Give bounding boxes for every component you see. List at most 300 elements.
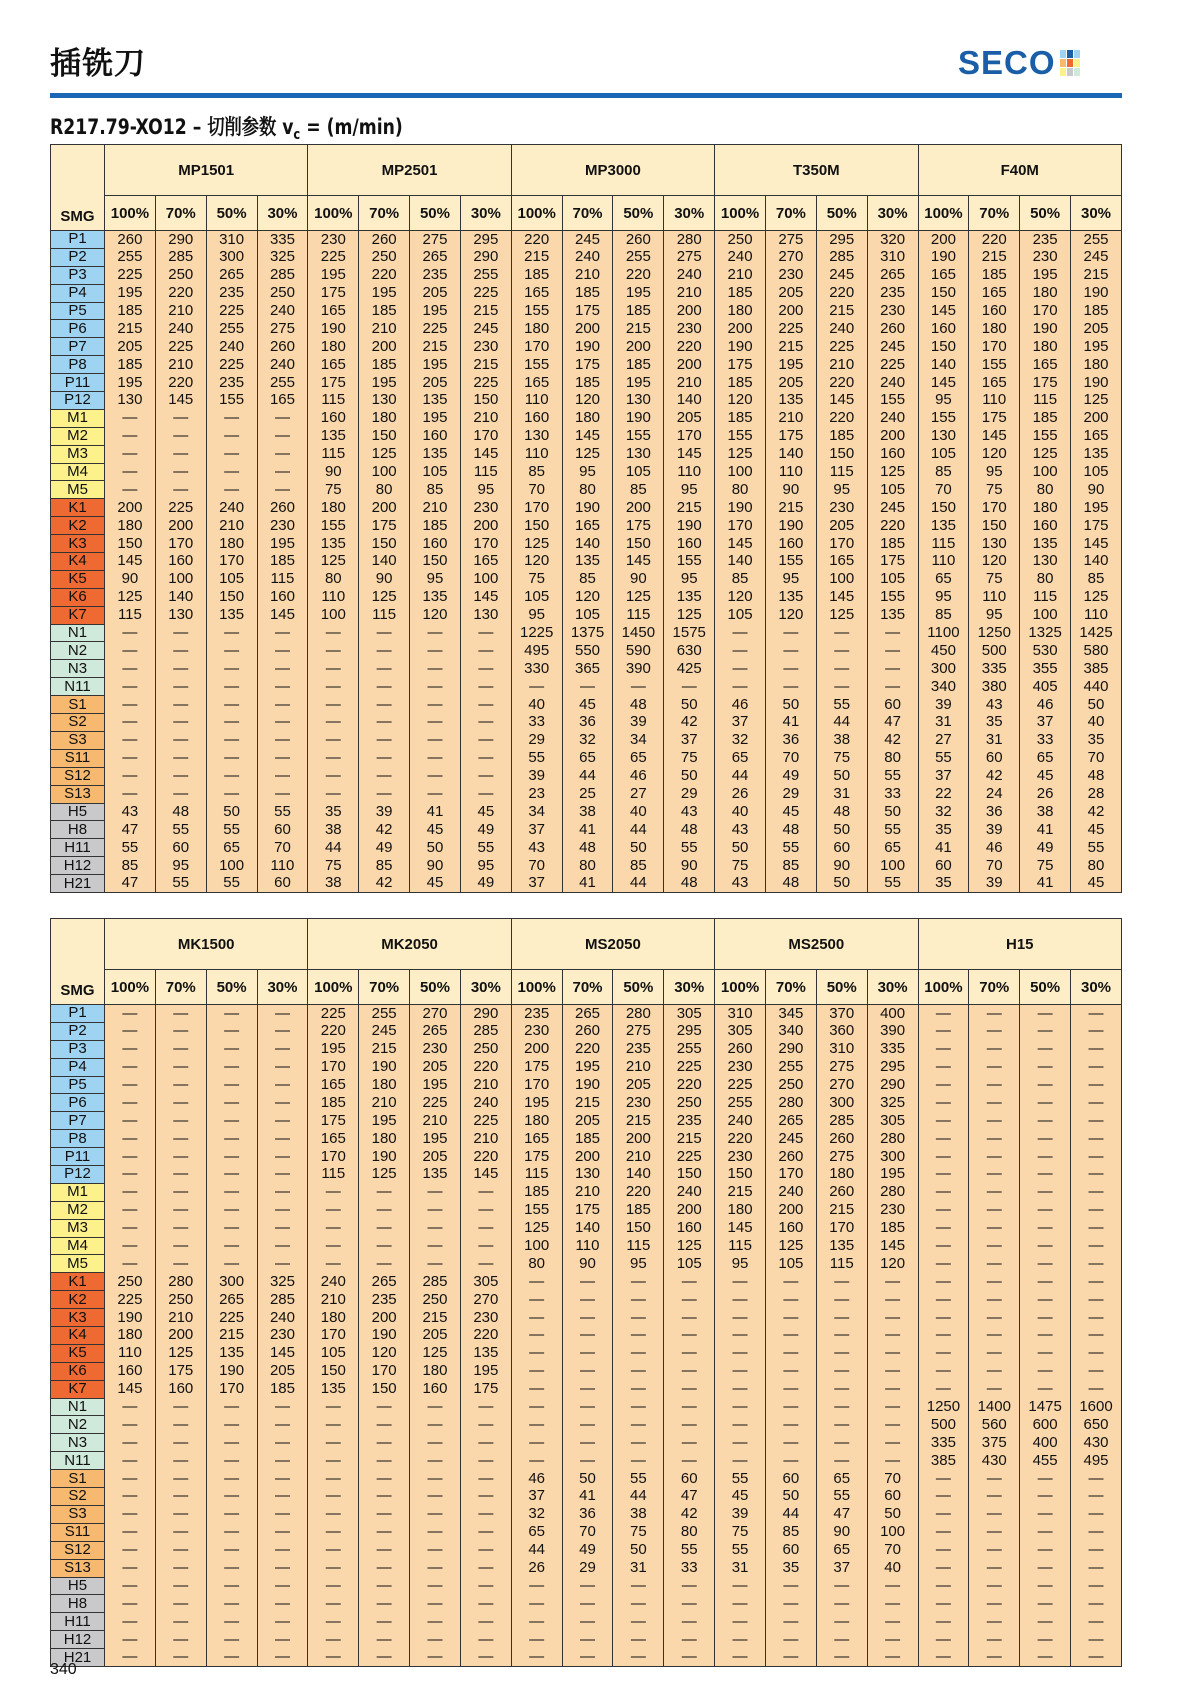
value-cell: —	[155, 749, 206, 767]
value-cell: 150	[613, 1219, 664, 1237]
value-cell: —	[257, 714, 308, 732]
value-cell: 115	[308, 445, 359, 463]
value-cell: 215	[410, 338, 461, 356]
value-cell: —	[155, 1559, 206, 1577]
value-cell: 265	[359, 1273, 410, 1291]
value-cell: —	[1071, 1327, 1122, 1345]
value-cell: 35	[308, 803, 359, 821]
value-cell: 34	[613, 731, 664, 749]
value-cell: 195	[765, 356, 816, 374]
percentage-header: 70%	[969, 970, 1020, 1005]
value-cell: 235	[664, 1112, 715, 1130]
value-cell: 180	[105, 517, 156, 535]
value-cell: —	[562, 1631, 613, 1649]
value-cell: —	[1071, 1470, 1122, 1488]
value-cell: —	[969, 1505, 1020, 1523]
value-cell: —	[1071, 1255, 1122, 1273]
value-cell: 1425	[1071, 624, 1122, 642]
percentage-header: 70%	[155, 970, 206, 1005]
value-cell: 100	[155, 570, 206, 588]
value-cell: —	[1071, 1291, 1122, 1309]
value-cell: 175	[562, 302, 613, 320]
value-cell: —	[1020, 1201, 1071, 1219]
value-cell: 220	[308, 1022, 359, 1040]
value-cell: —	[562, 1416, 613, 1434]
value-cell: —	[359, 1201, 410, 1219]
table-row	[51, 1631, 1122, 1649]
value-cell: 185	[715, 374, 766, 392]
value-cell: —	[918, 1130, 969, 1148]
value-cell: —	[1020, 1380, 1071, 1398]
value-cell: —	[664, 1362, 715, 1380]
value-cell: —	[1071, 1559, 1122, 1577]
value-cell: 48	[664, 821, 715, 839]
value-cell: 95	[155, 857, 206, 875]
value-cell: 375	[969, 1434, 1020, 1452]
value-cell: 29	[511, 731, 562, 749]
value-cell: 240	[867, 374, 918, 392]
value-cell: —	[765, 1434, 816, 1452]
value-cell: 145	[664, 445, 715, 463]
table-row	[51, 338, 1122, 356]
value-cell: 170	[511, 499, 562, 517]
value-cell: —	[359, 714, 410, 732]
value-cell: 65	[867, 839, 918, 857]
value-cell: 95	[816, 481, 867, 499]
value-cell: —	[359, 1237, 410, 1255]
value-cell: 295	[867, 1058, 918, 1076]
value-cell: 49	[460, 821, 511, 839]
value-cell: 49	[1020, 839, 1071, 857]
value-cell: —	[1071, 1309, 1122, 1327]
value-cell: 155	[511, 1201, 562, 1219]
value-cell: 40	[613, 803, 664, 821]
value-cell: 265	[867, 266, 918, 284]
value-cell: 120	[511, 553, 562, 571]
value-cell: 80	[308, 570, 359, 588]
table-row	[51, 1183, 1122, 1201]
value-cell: 75	[613, 1523, 664, 1541]
value-cell: —	[1071, 1094, 1122, 1112]
value-cell: —	[155, 642, 206, 660]
value-cell: 160	[765, 535, 816, 553]
value-cell: 45	[1020, 767, 1071, 785]
value-cell: 125	[308, 553, 359, 571]
smg-cell: H8	[51, 1595, 105, 1613]
value-cell: —	[918, 1327, 969, 1345]
value-cell: 55	[664, 839, 715, 857]
value-cell: 215	[460, 356, 511, 374]
value-cell: 120	[715, 588, 766, 606]
value-cell: —	[105, 1166, 156, 1184]
value-cell: —	[1071, 1076, 1122, 1094]
value-cell: —	[257, 1577, 308, 1595]
value-cell: 47	[664, 1488, 715, 1506]
value-cell: —	[410, 1488, 461, 1506]
value-cell: —	[715, 1649, 766, 1667]
value-cell: —	[206, 1398, 257, 1416]
table-row	[51, 1327, 1122, 1345]
value-cell: 125	[664, 1237, 715, 1255]
table-row	[51, 1452, 1122, 1470]
value-cell: 455	[1020, 1452, 1071, 1470]
value-cell: —	[918, 1291, 969, 1309]
value-cell: —	[155, 1523, 206, 1541]
value-cell: 50	[664, 696, 715, 714]
value-cell: —	[1020, 1470, 1071, 1488]
value-cell: 325	[257, 1273, 308, 1291]
table-row	[51, 1112, 1122, 1130]
value-cell: —	[1020, 1595, 1071, 1613]
value-cell: 220	[816, 374, 867, 392]
value-cell: —	[155, 1595, 206, 1613]
value-cell: —	[613, 1452, 664, 1470]
value-cell: —	[816, 1309, 867, 1327]
value-cell: 185	[105, 356, 156, 374]
value-cell: —	[918, 1380, 969, 1398]
value-cell: 200	[765, 1201, 816, 1219]
value-cell: 195	[257, 535, 308, 553]
value-cell: 250	[257, 284, 308, 302]
value-cell: —	[155, 678, 206, 696]
value-cell: —	[410, 624, 461, 642]
value-cell: 240	[715, 1112, 766, 1130]
value-cell: 260	[867, 320, 918, 338]
value-cell: —	[257, 1488, 308, 1506]
value-cell: 275	[816, 1058, 867, 1076]
value-cell: 300	[206, 1273, 257, 1291]
value-cell: —	[155, 785, 206, 803]
value-cell: —	[765, 1344, 816, 1362]
smg-cell: K5	[51, 570, 105, 588]
value-cell: 110	[969, 392, 1020, 410]
value-cell: 195	[1071, 338, 1122, 356]
table-row	[51, 553, 1122, 571]
value-cell: 95	[664, 570, 715, 588]
value-cell: —	[206, 714, 257, 732]
value-cell: 225	[308, 248, 359, 266]
smg-header: SMG	[51, 145, 105, 231]
value-cell: —	[816, 1595, 867, 1613]
value-cell: 175	[155, 1362, 206, 1380]
value-cell: 150	[359, 427, 410, 445]
value-cell: 65	[562, 749, 613, 767]
value-cell: —	[867, 1631, 918, 1649]
value-cell: 26	[1020, 785, 1071, 803]
value-cell: 210	[410, 1112, 461, 1130]
value-cell: —	[257, 1541, 308, 1559]
value-cell: —	[1020, 1058, 1071, 1076]
value-cell: 55	[715, 1541, 766, 1559]
value-cell: —	[308, 749, 359, 767]
value-cell: —	[1020, 1541, 1071, 1559]
value-cell: 125	[105, 588, 156, 606]
value-cell: 160	[308, 409, 359, 427]
value-cell: —	[664, 1398, 715, 1416]
value-cell: 255	[715, 1094, 766, 1112]
value-cell: —	[410, 714, 461, 732]
value-cell: 180	[308, 338, 359, 356]
value-cell: —	[765, 642, 816, 660]
value-cell: —	[613, 1613, 664, 1631]
value-cell: 285	[816, 248, 867, 266]
value-cell: —	[511, 1631, 562, 1649]
value-cell: 46	[969, 839, 1020, 857]
value-cell: 39	[359, 803, 410, 821]
value-cell: 60	[765, 1541, 816, 1559]
value-cell: 115	[1020, 392, 1071, 410]
value-cell: 495	[511, 642, 562, 660]
value-cell: —	[613, 1362, 664, 1380]
smg-cell: P3	[51, 266, 105, 284]
value-cell: —	[155, 1148, 206, 1166]
value-cell: 1400	[969, 1398, 1020, 1416]
table-row	[51, 785, 1122, 803]
value-cell: —	[867, 624, 918, 642]
value-cell: 260	[816, 1130, 867, 1148]
value-cell: 215	[664, 1130, 715, 1148]
value-cell: —	[105, 1040, 156, 1058]
value-cell: 370	[816, 1005, 867, 1023]
value-cell: 27	[918, 731, 969, 749]
value-cell: —	[562, 1291, 613, 1309]
value-cell: 32	[918, 803, 969, 821]
value-cell: 430	[969, 1452, 1020, 1470]
smg-cell: H5	[51, 1577, 105, 1595]
value-cell: —	[765, 1631, 816, 1649]
smg-cell: M3	[51, 1219, 105, 1237]
value-cell: 85	[613, 857, 664, 875]
value-cell: 180	[816, 1166, 867, 1184]
percentage-header: 70%	[155, 196, 206, 231]
value-cell: 190	[765, 517, 816, 535]
value-cell: —	[969, 1595, 1020, 1613]
table-row	[51, 731, 1122, 749]
value-cell: 1225	[511, 624, 562, 642]
value-cell: 105	[308, 1344, 359, 1362]
value-cell: —	[105, 1022, 156, 1040]
value-cell: 335	[867, 1040, 918, 1058]
value-cell: 225	[664, 1058, 715, 1076]
value-cell: 48	[562, 839, 613, 857]
smg-cell: K6	[51, 1362, 105, 1380]
value-cell: —	[460, 767, 511, 785]
smg-cell: M3	[51, 445, 105, 463]
value-cell: 155	[308, 517, 359, 535]
table-row	[51, 1398, 1122, 1416]
value-cell: —	[359, 767, 410, 785]
value-cell: 285	[257, 1291, 308, 1309]
value-cell: —	[105, 1470, 156, 1488]
value-cell: 75	[664, 749, 715, 767]
value-cell: —	[1020, 1327, 1071, 1345]
value-cell: 125	[664, 606, 715, 624]
percentage-header: 100%	[308, 970, 359, 1005]
value-cell: 55	[867, 875, 918, 893]
value-cell: —	[511, 1291, 562, 1309]
table-row	[51, 1237, 1122, 1255]
value-cell: 46	[613, 767, 664, 785]
value-cell: 120	[715, 392, 766, 410]
value-cell: 245	[359, 1022, 410, 1040]
value-cell: —	[1071, 1130, 1122, 1148]
value-cell: 180	[206, 535, 257, 553]
value-cell: 175	[308, 1112, 359, 1130]
table-row	[51, 606, 1122, 624]
value-cell: —	[105, 1148, 156, 1166]
value-cell: 31	[969, 731, 1020, 749]
value-cell: —	[562, 1362, 613, 1380]
value-cell: 275	[816, 1148, 867, 1166]
value-cell: 85	[918, 463, 969, 481]
value-cell: —	[613, 1273, 664, 1291]
value-cell: 150	[460, 392, 511, 410]
value-cell: —	[969, 1488, 1020, 1506]
value-cell: —	[918, 1488, 969, 1506]
value-cell: 145	[715, 1219, 766, 1237]
value-cell: —	[918, 1362, 969, 1380]
value-cell: 80	[867, 749, 918, 767]
value-cell: 165	[511, 374, 562, 392]
value-cell: 1250	[969, 624, 1020, 642]
value-cell: 65	[715, 749, 766, 767]
value-cell: 215	[613, 1112, 664, 1130]
value-cell: 170	[511, 338, 562, 356]
value-cell: —	[155, 696, 206, 714]
value-cell: 170	[460, 427, 511, 445]
value-cell: —	[918, 1255, 969, 1273]
value-cell: 55	[765, 839, 816, 857]
value-cell: 290	[867, 1076, 918, 1094]
value-cell: 55	[867, 767, 918, 785]
value-cell: 145	[257, 606, 308, 624]
value-cell: —	[206, 1022, 257, 1040]
value-cell: 215	[816, 1201, 867, 1219]
value-cell: —	[715, 1631, 766, 1649]
value-cell: 55	[460, 839, 511, 857]
value-cell: 75	[969, 570, 1020, 588]
value-cell: 165	[308, 1130, 359, 1148]
value-cell: 245	[562, 231, 613, 249]
value-cell: 145	[613, 553, 664, 571]
value-cell: —	[1071, 1362, 1122, 1380]
value-cell: —	[969, 1166, 1020, 1184]
value-cell: —	[511, 1416, 562, 1434]
percentage-header: 70%	[765, 196, 816, 231]
value-cell: 35	[765, 1559, 816, 1577]
value-cell: 590	[613, 642, 664, 660]
value-cell: 305	[715, 1022, 766, 1040]
value-cell: —	[105, 1183, 156, 1201]
value-cell: 185	[511, 266, 562, 284]
value-cell: —	[613, 1380, 664, 1398]
value-cell: 140	[1071, 553, 1122, 571]
value-cell: —	[359, 624, 410, 642]
value-cell: 165	[1071, 427, 1122, 445]
value-cell: 35	[1071, 731, 1122, 749]
value-cell: —	[918, 1112, 969, 1130]
value-cell: 48	[765, 821, 816, 839]
value-cell: —	[715, 1273, 766, 1291]
value-cell: —	[257, 731, 308, 749]
value-cell: —	[105, 1434, 156, 1452]
value-cell: —	[206, 445, 257, 463]
value-cell: 220	[613, 266, 664, 284]
value-cell: 310	[867, 248, 918, 266]
value-cell: 325	[867, 1094, 918, 1112]
value-cell: 365	[562, 660, 613, 678]
smg-cell: N3	[51, 660, 105, 678]
value-cell: —	[1020, 1094, 1071, 1112]
table-row	[51, 1273, 1122, 1291]
value-cell: —	[867, 1327, 918, 1345]
value-cell: —	[206, 1577, 257, 1595]
percentage-header: 30%	[460, 196, 511, 231]
percentage-header: 30%	[867, 196, 918, 231]
value-cell: —	[460, 1183, 511, 1201]
value-cell: —	[969, 1058, 1020, 1076]
value-cell: 49	[359, 839, 410, 857]
value-cell: 150	[511, 517, 562, 535]
value-cell: —	[460, 1577, 511, 1595]
value-cell: 60	[765, 1470, 816, 1488]
table-row	[51, 1022, 1122, 1040]
value-cell: —	[359, 1649, 410, 1667]
value-cell: —	[206, 1595, 257, 1613]
value-cell: —	[715, 1595, 766, 1613]
value-cell: —	[1020, 1309, 1071, 1327]
value-cell: 165	[257, 392, 308, 410]
percentage-header: 30%	[867, 970, 918, 1005]
value-cell: —	[562, 1649, 613, 1667]
value-cell: —	[206, 660, 257, 678]
value-cell: 155	[664, 553, 715, 571]
value-cell: 155	[969, 356, 1020, 374]
value-cell: 55	[155, 821, 206, 839]
table-row	[51, 839, 1122, 857]
value-cell: —	[410, 696, 461, 714]
value-cell: 190	[715, 499, 766, 517]
table-row	[51, 1416, 1122, 1434]
value-cell: —	[816, 1649, 867, 1667]
value-cell: 135	[410, 445, 461, 463]
value-cell: 205	[562, 1112, 613, 1130]
value-cell: —	[918, 1613, 969, 1631]
value-cell: —	[105, 427, 156, 445]
value-cell: —	[359, 660, 410, 678]
value-cell: 185	[308, 1094, 359, 1112]
value-cell: 210	[816, 356, 867, 374]
value-cell: —	[206, 481, 257, 499]
value-cell: —	[308, 1541, 359, 1559]
value-cell: 190	[562, 1076, 613, 1094]
value-cell: —	[969, 1380, 1020, 1398]
value-cell: 150	[918, 338, 969, 356]
value-cell: 40	[715, 803, 766, 821]
value-cell: 37	[511, 875, 562, 893]
percentage-header: 70%	[765, 970, 816, 1005]
value-cell: —	[155, 1112, 206, 1130]
value-cell: 150	[969, 517, 1020, 535]
value-cell: —	[460, 1201, 511, 1219]
value-cell: 55	[257, 803, 308, 821]
value-cell: —	[308, 731, 359, 749]
percentage-header: 50%	[410, 970, 461, 1005]
value-cell: 47	[105, 821, 156, 839]
table-row	[51, 678, 1122, 696]
value-cell: 210	[460, 1130, 511, 1148]
value-cell: —	[410, 660, 461, 678]
